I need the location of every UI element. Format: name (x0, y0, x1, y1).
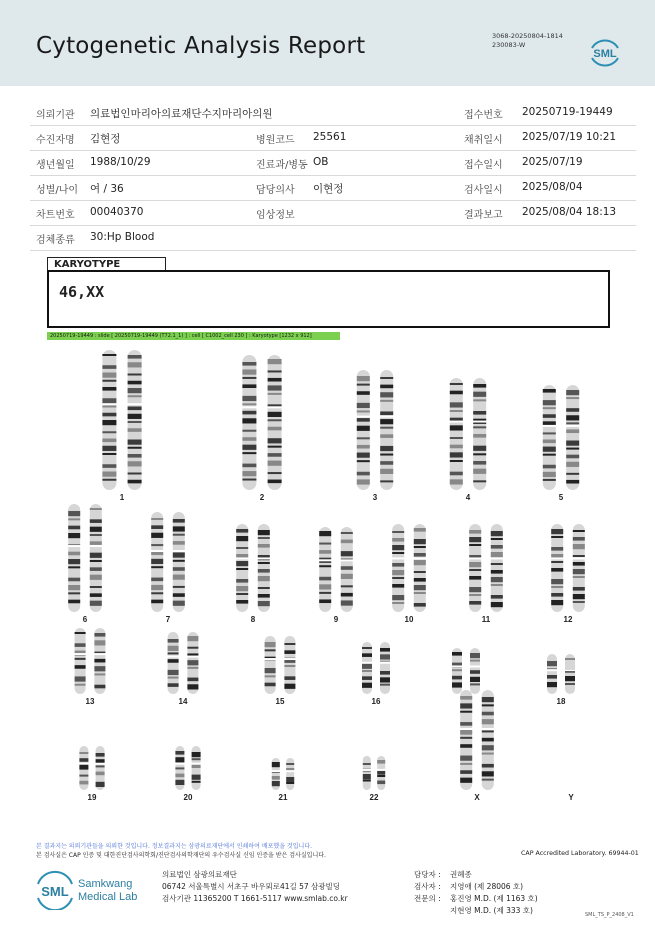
karyotype-image-caption: 20250719-19449 : slide [ 20250719-19449 (T72.1_1) ] : cell [ C1002_cell 230 ] : Karyotype [1232 x 912] (47, 332, 340, 340)
chromosome-label: Y (568, 793, 574, 802)
chromosome-14-1 (167, 632, 179, 694)
chromosome-3-1 (356, 370, 370, 490)
chromosome-15-1 (264, 636, 276, 694)
label-chart-number: 차트번호 (36, 210, 75, 221)
form-number: SML_TS_P_2408_V1 (585, 912, 634, 918)
staff-row (414, 881, 538, 893)
staff-role: 검사자 : (414, 882, 441, 891)
value-result-report: 2025/08/04 18:13 (522, 206, 617, 218)
report-id-2: 230083-W (492, 41, 526, 49)
chromosome-1-2 (127, 350, 142, 490)
staff-name: 홍진영 M.D. (제 1163 호) (450, 894, 538, 903)
value-sex-age: 여 / 36 (90, 183, 124, 195)
chromosome-label: 22 (369, 793, 379, 802)
value-receipt-date: 2025/07/19 (522, 156, 583, 168)
value-requesting-institution: 의료법인마리아의료재단수지마리아의원 (90, 108, 273, 120)
chromosome-1-1 (102, 350, 117, 490)
value-hospital-code: 25561 (313, 131, 347, 143)
chromosome-label: 15 (275, 697, 285, 706)
chromosome-19-1 (79, 746, 89, 790)
chromosome-label: 3 (372, 493, 378, 502)
chromosome-14-2 (187, 632, 199, 694)
svg-text:SML: SML (41, 884, 69, 899)
chromosome-label: 5 (558, 493, 564, 502)
chromosome-label: 13 (85, 697, 95, 706)
chromosome-20-1 (175, 746, 185, 790)
label-hospital-code: 병원코드 (256, 135, 295, 146)
label-physician: 담당의사 (256, 185, 295, 196)
karyogram-image (40, 345, 620, 815)
label-result-report: 결과보고 (464, 210, 503, 221)
lab-address: 06742 서울특별시 서초구 바우뫼로41길 57 삼광빌딩 (162, 882, 341, 891)
chromosome-18-1 (547, 654, 558, 694)
staff-name: 지현영 M.D. (제 333 호) (450, 906, 533, 915)
chromosome-10-1 (392, 524, 405, 612)
chromosome-8-2 (257, 524, 270, 612)
report-title: Cytogenetic Analysis Report (36, 33, 366, 59)
chromosome-3-2 (380, 370, 394, 490)
chromosome-16-2 (380, 642, 391, 694)
chromosome-label: 19 (87, 793, 97, 802)
lab-contact: 검사기관 11365200 T 1661-5117 www.smlab.co.kr (162, 894, 348, 903)
chromosome-7-1 (151, 512, 164, 612)
karyotype-label: KARYOTYPE (47, 257, 166, 270)
chromosome-label: 20 (183, 793, 193, 802)
info-row (30, 226, 636, 251)
chromosome-label: 14 (178, 697, 188, 706)
chromosome-11-1 (469, 524, 482, 612)
info-row (30, 176, 636, 201)
lab-name: 의료법인 삼광의료재단 (162, 870, 237, 879)
staff-name: 지영애 (제 28006 호) (450, 882, 524, 891)
svg-text:Medical Lab: Medical Lab (78, 891, 138, 903)
chromosome-16-1 (362, 642, 373, 694)
staff-name: 권혜종 (450, 870, 472, 879)
report-id-block (492, 32, 563, 50)
chromosome-9-2 (340, 527, 353, 612)
chromosome-label: X (474, 793, 480, 802)
cap-accreditation: CAP Accredited Laboratory. 69944-01 (521, 850, 639, 857)
value-department: OB (313, 156, 329, 168)
label-collection-time: 채취일시 (464, 135, 503, 146)
staff-role: 전문의 : (414, 894, 441, 903)
chromosome-13-1 (74, 628, 86, 694)
chromosome-17-2 (470, 648, 481, 694)
lab-address-block (162, 869, 348, 905)
chromosome-15-2 (284, 636, 296, 694)
info-row (30, 101, 636, 126)
chromosome-9-1 (319, 527, 332, 612)
staff-row (414, 905, 538, 917)
chromosome-label: 4 (465, 493, 471, 502)
karyotype-result: 46,XX (59, 283, 105, 301)
sml-logo-icon (588, 36, 622, 70)
chromosome-13-2 (94, 628, 106, 694)
staff-row (414, 869, 538, 881)
chromosome-12-2 (572, 524, 585, 612)
chromosome-label: 6 (82, 615, 88, 624)
chromosome-22-2 (377, 756, 386, 790)
chromosome-10-2 (413, 524, 426, 612)
value-birth-date: 1988/10/29 (90, 156, 151, 168)
chromosome-7-2 (172, 512, 185, 612)
chromosome-4-1 (449, 378, 463, 490)
value-specimen-type: 30:Hp Blood (90, 231, 155, 243)
chromosome-8-1 (236, 524, 249, 612)
svg-text:SML: SML (593, 48, 617, 60)
svg-text:Samkwang: Samkwang (78, 878, 133, 890)
label-sex-age: 성별/나이 (36, 185, 79, 196)
chromosome-11-2 (490, 524, 503, 612)
chromosome-21-2 (286, 758, 295, 790)
label-receipt-number: 접수번호 (464, 110, 503, 121)
chromosome-2-2 (267, 355, 282, 490)
label-department: 진료과/병동 (256, 160, 308, 171)
info-row (30, 151, 636, 176)
chromosome-6-1 (68, 504, 81, 612)
chromosome-2-1 (242, 355, 257, 490)
value-receipt-number: 20250719-19449 (522, 106, 613, 118)
label-patient-name: 수진자명 (36, 135, 75, 146)
value-chart-number: 00040370 (90, 206, 144, 218)
report-id-1: 3068-20250804-1814 (492, 32, 563, 40)
value-test-date: 2025/08/04 (522, 181, 583, 193)
footer-accreditation: 본 검사실은 CAP 인증 및 대한진단검사의학회/진단검사의학재단의 우수검사실 신임 인증을 받은 검사실입니다. (36, 852, 326, 859)
label-specimen-type: 검체종류 (36, 235, 75, 246)
label-receipt-date: 접수일시 (464, 160, 503, 171)
chromosome-5-2 (566, 385, 580, 490)
chromosome-18-2 (565, 654, 576, 694)
chromosome-6-2 (89, 504, 102, 612)
chromosome-label: 8 (250, 615, 256, 624)
chromosome-label: 9 (333, 615, 339, 624)
label-test-date: 검사일시 (464, 185, 503, 196)
karyotype-result-box (47, 270, 610, 328)
chromosome-label: 1 (119, 493, 125, 502)
chromosome-label: 7 (165, 615, 171, 624)
chromosome-20-2 (191, 746, 201, 790)
report-header (0, 0, 655, 86)
footer-notice: 본 결과지는 의뢰기관들을 의뢰한 것입니다. 정보결과지는 삼광의료재단에서 인쇄하여 배포했을 것입니다. (36, 843, 313, 850)
chromosome-label: 11 (481, 615, 491, 624)
chromosome-label: 21 (278, 793, 288, 802)
label-requesting-institution: 의뢰기관 (36, 110, 75, 121)
chromosome-22-1 (362, 756, 371, 790)
chromosome-label: 2 (259, 493, 265, 502)
chromosome-17-1 (452, 648, 463, 694)
staff-block (414, 869, 538, 917)
patient-info-table (30, 101, 636, 251)
chromosome-label: 18 (556, 697, 566, 706)
chromosome-X-1 (460, 690, 473, 790)
chromosome-label: 10 (404, 615, 414, 624)
staff-row (414, 893, 538, 905)
chromosome-4-2 (473, 378, 487, 490)
info-row (30, 201, 636, 226)
value-patient-name: 김현정 (90, 133, 121, 145)
chromosome-label: 16 (371, 697, 381, 706)
label-birth-date: 생년월일 (36, 160, 75, 171)
value-physician: 이현정 (313, 183, 344, 195)
chromosome-X-2 (481, 690, 494, 790)
chromosome-19-2 (95, 746, 105, 790)
label-clinical-info: 임상정보 (256, 210, 295, 221)
chromosome-label: 12 (563, 615, 573, 624)
staff-role: 담당자 : (414, 870, 441, 879)
value-collection-time: 2025/07/19 10:21 (522, 131, 617, 143)
chromosome-12-1 (551, 524, 564, 612)
chromosome-5-1 (542, 385, 556, 490)
chromosome-21-1 (271, 758, 280, 790)
info-row (30, 126, 636, 151)
